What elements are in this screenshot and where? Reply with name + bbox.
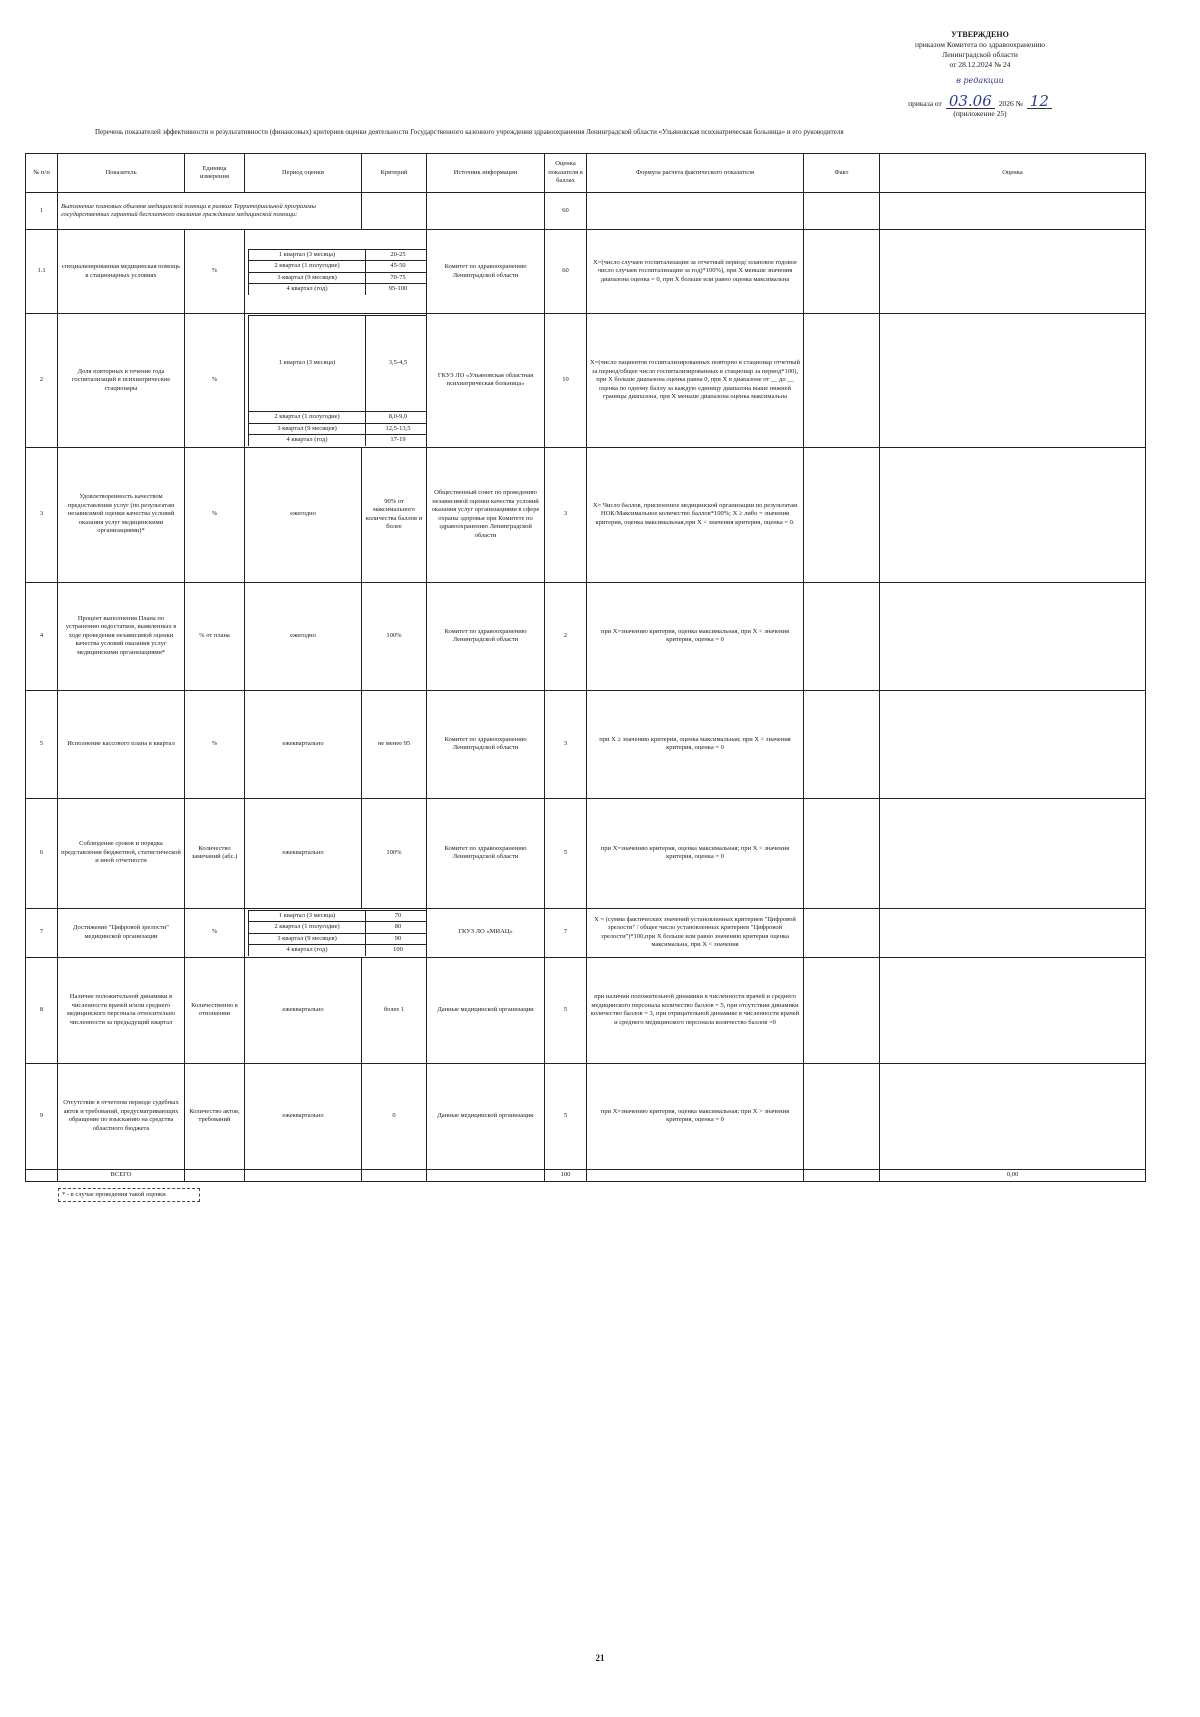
row-score: 3: [545, 690, 587, 798]
row-indicator: Процент выполнения Плана по устранению недостатков, выявленных в ходе проведения независимой оценки качества условий оказания услуг медицинскими организациями*: [58, 582, 185, 690]
row-num: 8: [26, 957, 58, 1063]
row-indicator: Доля повторных в течение года госпитализаций в психиатрические стационары: [58, 314, 185, 448]
col-header-unit: Единица измерения: [185, 154, 245, 193]
row-unit: Количество замечаний (абс.): [185, 798, 245, 908]
row-unit: Количественно в отношении: [185, 957, 245, 1063]
row-score: 5: [545, 798, 587, 908]
col-header-indicator: Показатель: [58, 154, 185, 193]
row-period: ежегодно: [245, 582, 362, 690]
col-header-estimate: Оценка: [880, 154, 1146, 193]
row-unit: Количество актов, требований: [185, 1063, 245, 1169]
approval-line-2: Ленинградской области: [942, 50, 1018, 59]
period-cell: 4 квартал (год): [249, 435, 366, 446]
criterion-cell: 12,5-13,5: [366, 423, 427, 435]
approval-line-1: приказом Комитета по здравоохранению: [915, 40, 1045, 49]
row-indicator: Отсутствие в отчетном периоде судебных актов и требований, предусматривающих обращение по взысканию на средства областного бюджета: [58, 1063, 185, 1169]
row-source: Данные медицинской организации: [427, 1063, 545, 1169]
criterion-cell: 80: [366, 922, 427, 934]
period-cell: 2 квартал (1 полугодие): [249, 261, 366, 273]
row-num: 1.1: [26, 230, 58, 314]
criterion-cell: 17-19: [366, 435, 427, 446]
table-row: [26, 908, 1146, 957]
row-score: 5: [545, 957, 587, 1063]
row-formula: X = (сумма фактических значений установленных критериев "Цифровой зрелости" / общее число установленных критериев "Цифровой зрелости")*100,при X больше или равно значению критерия оценка максимальна, при X < значения: [587, 908, 804, 957]
criterion-cell: 70-75: [366, 272, 427, 284]
row-criterion: 90% от максимального количества баллов и более: [362, 447, 427, 582]
period-cell: 1 квартал (3 месяца): [249, 249, 366, 261]
order-date: 03.06: [946, 94, 995, 109]
col-header-period: Период оценки: [245, 154, 362, 193]
row-criterion: 100%: [362, 582, 427, 690]
row-unit: %: [185, 447, 245, 582]
period-cell: 3 квартал (9 месяцев): [249, 272, 366, 284]
order-year: 2026 №: [998, 99, 1023, 108]
row-formula: X= Число баллов, присвоенное медицинской организации по результатам НОК/Максимальное количество баллов*100%; X ≥ либо = значения критерия, оценка максимальная,при X < значения критерия, оценка = 0.: [587, 447, 804, 582]
table-row: [26, 314, 1146, 448]
row-score: 7: [545, 908, 587, 957]
row-source: Комитет по здравоохранению Ленинградской области: [427, 230, 545, 314]
criterion-cell: 45-50: [366, 261, 427, 273]
criterion-cell: 95-100: [366, 284, 427, 295]
col-header-formula: Формула расчета фактического показателя: [587, 154, 804, 193]
total-estimate: 0,00: [880, 1169, 1146, 1181]
row-unit: % от плана: [185, 582, 245, 690]
row-num: 5: [26, 690, 58, 798]
criterion-cell: 3,5-4,5: [366, 316, 427, 412]
row-source: Комитет по здравоохранению Ленинградской области: [427, 690, 545, 798]
row-period: ежеквартально: [245, 690, 362, 798]
row-unit: %: [185, 908, 245, 957]
approval-line-3: от 28.12.2024 № 24: [949, 60, 1011, 69]
row-source: Комитет по здравоохранению Ленинградской области: [427, 798, 545, 908]
period-cell: 2 квартал (1 полугодие): [249, 922, 366, 934]
row-indicator: Удовлетворенность качеством предоставления услуг (по результатам независимой оценки качества условий оказания услуг медицинскими организациями)*: [58, 447, 185, 582]
row-period: ежеквартально: [245, 957, 362, 1063]
col-header-source: Источник информации: [427, 154, 545, 193]
row-score: 60: [545, 193, 587, 230]
col-header-score: Оценка показателя в баллах: [545, 154, 587, 193]
period-cell: 1 квартал (3 месяца): [249, 910, 366, 922]
row-score: 3: [545, 447, 587, 582]
period-subtable: [248, 249, 427, 295]
row-indicator: Соблюдение сроков и порядка представления бюджетной, статистической и иной отчетности: [58, 798, 185, 908]
row-criterion: более 1: [362, 957, 427, 1063]
criterion-cell: 100: [366, 945, 427, 956]
row-num: 7: [26, 908, 58, 957]
row-score: 5: [545, 1063, 587, 1169]
col-header-fact: Факт: [804, 154, 880, 193]
row-source: ГКУЗ ЛО «Ульяновская областная психиатрическая больница»: [427, 314, 545, 448]
period-cell: 1 квартал (3 месяца): [249, 316, 366, 412]
row-formula: X=(число пациентов госпитализированных повторно в стационар отчетный за период/общее число госпитализированных в стационар за период*100), при X больше диапазона оценка равна 0, при X в диапазоне от __ до __ оценка по одному баллу за каждую единицу диапазона выше нижней границы диапазона, при X меньше диапазона оценка максимальна: [587, 314, 804, 448]
table-row: [26, 957, 1146, 1063]
total-label: ВСЕГО: [58, 1169, 185, 1181]
row-formula: при X=значению критерия, оценка максимальная, при X < значения критерия, оценка = 0: [587, 582, 804, 690]
row-formula: при наличии положительной динамики в численности врачей и среднего медицинского персонала количество баллов = 5, при отсутствии динамики количество баллов = 3, при отрицательной динамике в численности врачей и среднего медицинского персонала количество баллов =0: [587, 957, 804, 1063]
row-source: Данные медицинской организации: [427, 957, 545, 1063]
indicators-table: [25, 153, 1146, 1182]
row-num: 3: [26, 447, 58, 582]
row-indicator: Наличие положительной динамики в численности врачей и/или среднего медицинского персонала относительно численности за предыдущий квартал: [58, 957, 185, 1063]
footnote: * - в случае проведения такой оценки: [58, 1188, 200, 1202]
table-header-row: [26, 154, 1146, 193]
row-formula: при X ≥ значению критерия, оценка максимальная; при X < значения критерия, оценка = 0: [587, 690, 804, 798]
row-num: 6: [26, 798, 58, 908]
document-title: Перечень показателей эффективности и результативности (финансовых) критериев оценки деятельности Государственного казенного учреждения здравоохранения Ленинградской области «Ульяновская психиатрическая больница» и его руководителя: [95, 128, 844, 136]
row-criterion: 0: [362, 1063, 427, 1169]
period-cell: 4 квартал (год): [249, 945, 366, 956]
col-header-num: № п/п: [26, 154, 58, 193]
table-row: [26, 582, 1146, 690]
row-source: Общественный совет по проведению независимой оценки качества условий оказания услуг организациями в сфере охраны здоровья при Комитете по здравоохранению Ленинградской области: [427, 447, 545, 582]
row-period: ежеквартально: [245, 1063, 362, 1169]
row-num: 4: [26, 582, 58, 690]
row-indicator: Исполнение кассового плана в квартал: [58, 690, 185, 798]
approval-note: в редакции: [956, 76, 1004, 85]
order-prefix: приказа от: [908, 99, 942, 108]
row-source: ГКУЗ ЛО «МИАЦ»: [427, 908, 545, 957]
row-indicator: специализированная медицинская помощь в стационарных условиях: [58, 230, 185, 314]
period-cell: 3 квартал (9 месяцев): [249, 423, 366, 435]
period-cell: 4 квартал (год): [249, 284, 366, 295]
table-row: [26, 798, 1146, 908]
criterion-cell: 90: [366, 933, 427, 945]
criterion-cell: 20-25: [366, 249, 427, 261]
criterion-cell: 8,0-9,0: [366, 412, 427, 424]
row-num: 1: [26, 193, 58, 230]
period-subtable: [248, 315, 427, 446]
row-score: 2: [545, 582, 587, 690]
order-line: [880, 94, 1080, 109]
approval-title: УТВЕРЖДЕНО: [951, 30, 1009, 39]
period-cell: 3 квартал (9 месяцев): [249, 933, 366, 945]
row-formula: при X=значению критерия, оценка максимальная; при X < значения критерия, оценка = 0: [587, 798, 804, 908]
approval-appendix: (приложение 25): [953, 109, 1007, 118]
period-cell: 2 квартал (1 полугодие): [249, 412, 366, 424]
row-indicator: Достижение "Цифровой зрелости" медицинской организации: [58, 908, 185, 957]
table-row: [26, 690, 1146, 798]
row-num: 9: [26, 1063, 58, 1169]
table-row: [26, 230, 1146, 314]
row-score: 60: [545, 230, 587, 314]
approval-block: [880, 30, 1080, 119]
total-row: [26, 1169, 1146, 1181]
row-unit: %: [185, 314, 245, 448]
row-indicator: Выполнение плановых объемов медицинской помощи в рамках Территориальной программы государственных гарантий бесплатного оказания гражданам медицинской помощи:: [58, 193, 362, 230]
row-period: ежеквартально: [245, 798, 362, 908]
row-formula: X=(число случаев госпитализации за отчетный период/ плановое годовое число случаев госпитализации за год)*100%), при X меньше значения диапазона оценка = 0, при X больше или равно оценка максимальна: [587, 230, 804, 314]
row-unit: %: [185, 690, 245, 798]
row-unit: %: [185, 230, 245, 314]
row-source: Комитет по здравоохранению Ленинградской области: [427, 582, 545, 690]
table-row: [26, 1063, 1146, 1169]
row-criterion: 100%: [362, 798, 427, 908]
period-subtable: [248, 910, 427, 956]
row-score: 10: [545, 314, 587, 448]
row-period: ежегодно: [245, 447, 362, 582]
row-num: 2: [26, 314, 58, 448]
table-row: [26, 447, 1146, 582]
total-score: 100: [545, 1169, 587, 1181]
table-row: [26, 193, 1146, 230]
order-number: 12: [1027, 94, 1052, 109]
col-header-criterion: Критерий: [362, 154, 427, 193]
criterion-cell: 70: [366, 910, 427, 922]
row-formula: при X=значению критерия, оценка максимальная; при X > значения критерия, оценка = 0: [587, 1063, 804, 1169]
page-number: 21: [595, 1653, 605, 1663]
row-criterion: не менее 95: [362, 690, 427, 798]
